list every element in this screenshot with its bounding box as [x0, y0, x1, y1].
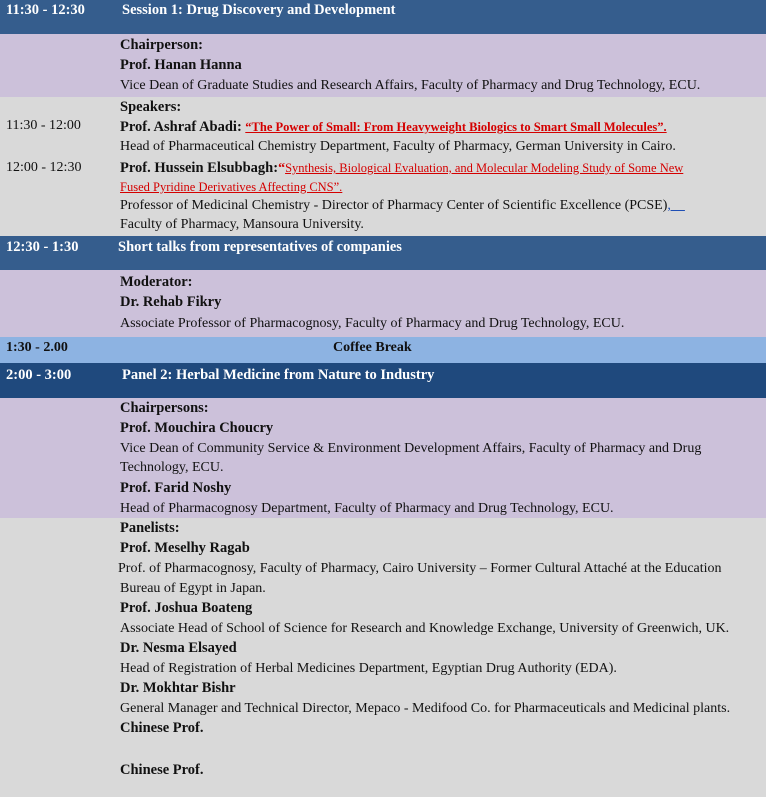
panelist5-name: Chinese Prof. [120, 720, 204, 736]
panelist1-affiliation-line2: Bureau of Egypt in Japan. [120, 581, 266, 596]
panel2-title: Panel 2: Herbal Medicine from Nature to Industry [122, 367, 435, 383]
speaker2-name: Prof. Hussein Elsubbagh: [120, 160, 279, 176]
speaker2-entry [120, 160, 683, 177]
moderator-block [0, 270, 766, 337]
chair-name: Prof. Hanan Hanna [120, 57, 242, 73]
chair1-affiliation-line1: Vice Dean of Community Service & Environment Development Affairs, Faculty of Pharmacy and Drug [120, 441, 702, 456]
panelist6-name: Chinese Prof. [120, 762, 204, 778]
speakers-label: Speakers: [120, 99, 182, 115]
session1-time: 11:30 - 12:30 [6, 2, 85, 18]
speaker2-affiliation-link[interactable]: , [667, 198, 671, 213]
chair-affiliation: Vice Dean of Graduate Studies and Research Affairs, Faculty of Pharmacy and Drug Technology, ECU. [120, 78, 701, 93]
speaker1-affiliation: Head of Pharmaceutical Chemistry Department, Faculty of Pharmacy, German University in Cairo. [120, 139, 676, 154]
session1-title: Session 1: Drug Discovery and Development [122, 2, 396, 18]
chairs-label: Chairpersons: [120, 400, 209, 416]
chair2-affiliation: Head of Pharmacognosy Department, Faculty of Pharmacy and Drug Technology, ECU. [120, 501, 614, 516]
speaker1-time: 11:30 - 12:00 [6, 118, 81, 133]
chair2-name: Prof. Farid Noshy [120, 480, 232, 496]
chair-label: Chairperson: [120, 37, 203, 53]
panelists-label: Panelists: [120, 520, 180, 536]
moderator-label: Moderator: [120, 274, 193, 290]
speaker2-affiliation-line1: Professor of Medicinal Chemistry - Director of Pharmacy Center of Scientific Excellence (PCSE), [120, 198, 671, 213]
panelists-block [0, 518, 766, 797]
short-talks-time: 12:30 - 1:30 [6, 239, 79, 255]
panelist1-name: Prof. Meselhy Ragab [120, 540, 250, 556]
short-talks-header [0, 236, 766, 270]
speaker2-affiliation-line2: Faculty of Pharmacy, Mansoura University. [120, 217, 364, 232]
speaker2-time: 12:00 - 12:30 [6, 160, 82, 175]
session1-speakers-block [0, 97, 766, 236]
chair1-name: Prof. Mouchira Choucry [120, 420, 274, 436]
panel2-chairs-block [0, 398, 766, 518]
speaker2-quote: “ [278, 161, 286, 176]
coffee-time: 1:30 - 2.00 [6, 340, 68, 355]
speaker1-entry [120, 119, 667, 136]
panelist4-name: Dr. Mokhtar Bishr [120, 680, 236, 696]
panelist1-affiliation-line1: Prof. of Pharmacognosy, Faculty of Pharmacy, Cairo University – Former Cultural Attaché at the Education [118, 561, 722, 576]
moderator-name: Dr. Rehab Fikry [120, 294, 222, 310]
speaker1-name: Prof. Ashraf Abadi: [120, 119, 242, 135]
moderator-affiliation: Associate Professor of Pharmacognosy, Faculty of Pharmacy and Drug Technology, ECU. [120, 316, 625, 331]
panel2-time: 2:00 - 3:00 [6, 367, 72, 383]
coffee-break-row [0, 337, 766, 363]
speaker1-talk-link[interactable]: “The Power of Small: From Heavyweight Biologics to Smart Small Molecules”. [245, 120, 667, 134]
panelist4-affiliation: General Manager and Technical Director, Mepaco - Medifood Co. for Pharmaceuticals and Medicinal plants. [120, 701, 731, 716]
session1-chair-block [0, 34, 766, 97]
speaker2-talk-link-line1[interactable]: Synthesis, Biological Evaluation, and Molecular Modeling Study of Some New [285, 161, 684, 175]
panel2-header [0, 363, 766, 398]
panelist3-affiliation: Head of Registration of Herbal Medicines Department, Egyptian Drug Authority (EDA). [120, 661, 617, 676]
chair1-affiliation-line2: Technology, ECU. [120, 460, 224, 475]
panelist2-name: Prof. Joshua Boateng [120, 600, 253, 616]
speaker2-talk-link-line2[interactable]: Fused Pyridine Derivatives Affecting CNS”. [120, 180, 343, 194]
panelist3-name: Dr. Nesma Elsayed [120, 640, 237, 656]
short-talks-title: Short talks from representatives of companies [118, 239, 402, 255]
session1-header [0, 0, 766, 34]
coffee-title: Coffee Break [333, 340, 412, 355]
panelist2-affiliation: Associate Head of School of Science for Research and Knowledge Exchange, University of Greenwich, UK. [120, 621, 730, 636]
